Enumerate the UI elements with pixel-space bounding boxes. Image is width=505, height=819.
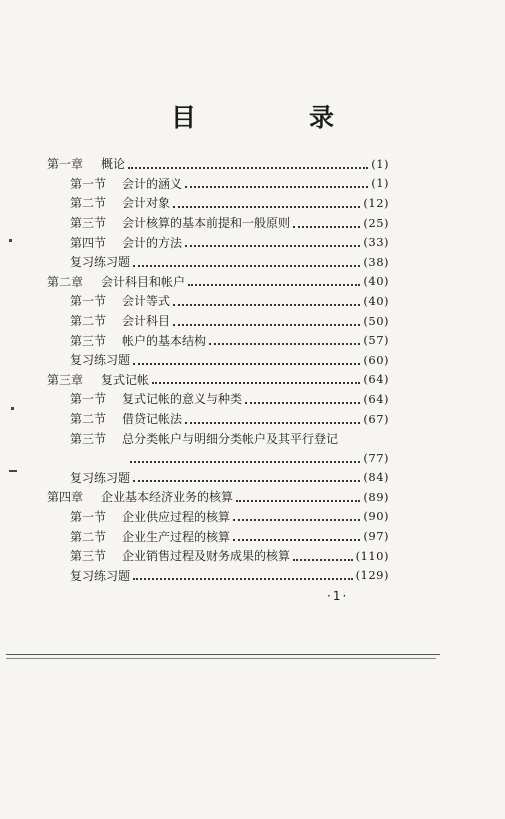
toc-entry-number: 第四节 [70,235,107,250]
toc-entry-number: 第二节 [70,529,107,544]
toc-entry-title: 会计对象 [122,196,171,211]
toc-page-number: (38) [363,254,389,269]
toc-entry-label [47,488,233,505]
toc-section-entry[interactable] [47,507,389,527]
toc-entry-title: 帐户的基本结构 [122,333,207,348]
toc-entry-label [70,351,130,368]
toc-entry-title: 会计的方法 [122,235,183,250]
toc-entry-label [70,508,230,525]
toc-chapter-entry[interactable] [47,272,389,292]
toc-entry-number: 第三节 [70,549,107,564]
toc-chapter-entry[interactable] [47,487,389,507]
toc-leader-dots [128,157,368,169]
toc-entry-label [70,214,290,231]
toc-entry-number: 第二节 [70,412,107,427]
toc-entry-title: 会计等式 [122,294,171,309]
toc-entry-number: 第一节 [70,509,107,524]
toc-entry-title: 会计的涵义 [122,176,183,191]
toc-leader-dots [133,568,353,580]
toc-entry-label [70,175,182,192]
toc-entry-title: 复习练习题 [70,470,131,485]
toc-leader-dots [233,509,360,521]
toc-section-entry[interactable] [47,565,389,585]
toc-section-entry[interactable] [47,389,389,409]
toc-section-entry[interactable] [47,311,389,331]
toc-entry-number: 第一节 [70,176,107,191]
toc-section-entry[interactable] [47,468,389,488]
toc-entry-label [70,528,230,545]
toc-entry-number: 第二节 [70,196,107,211]
toc-page-number: (40) [363,274,389,289]
toc-entry-label [70,390,242,407]
toc-section-entry[interactable] [47,448,389,468]
toc-leader-dots [173,294,360,306]
toc-entry-title: 企业基本经济业务的核算 [101,490,234,505]
toc-page-number: (12) [363,195,389,210]
toc-page-number: (77) [363,450,389,465]
toc-entry-label [47,273,185,290]
toc-entry-title: 总分类帐户与明细分类帐户及其平行登记 [122,431,339,446]
toc-page-number: (84) [363,470,389,485]
toc-section-entry[interactable] [47,428,389,448]
toc-section-entry[interactable] [47,232,389,252]
toc-page-number: (57) [363,333,389,348]
toc-page-number: (89) [363,489,389,504]
toc-entry-label [70,430,338,447]
toc-section-entry[interactable] [47,330,389,350]
toc-entry-label [70,410,182,427]
toc-entry-title: 复习练习题 [70,255,131,270]
toc-leader-dots [130,451,360,463]
toc-entry-label [70,234,182,251]
toc-page-number: (50) [363,313,389,328]
toc-leader-dots [188,274,360,286]
toc-entry-title: 复习练习题 [70,353,131,368]
toc-entry-label [70,332,206,349]
toc-entry-title: 企业供应过程的核算 [122,509,231,524]
toc-leader-dots [185,176,368,188]
toc-leader-dots [133,255,360,267]
toc-leader-dots [173,314,360,326]
toc-section-entry[interactable] [47,252,389,272]
toc-leader-dots [185,412,360,424]
toc-page-number: (1) [371,156,389,171]
toc-page-number: (25) [363,215,389,230]
toc-page-number: (97) [363,529,389,544]
toc-entry-title: 复习练习题 [70,568,131,583]
toc-entry-label [47,371,149,388]
toc-entry-title: 会计科目 [122,314,171,329]
toc-page-number: (110) [355,548,389,563]
toc-leader-dots [233,529,360,541]
toc-entry-label [70,194,170,211]
toc-section-entry[interactable] [47,526,389,546]
toc-entry-number: 第一节 [70,392,107,407]
toc-page-number: (40) [363,293,389,308]
toc-leader-dots [133,470,360,482]
toc-entry-number: 第一节 [70,294,107,309]
toc-entry-number: 第三节 [70,431,107,446]
toc-entry-number: 第一章 [47,157,84,172]
scan-speck [11,407,14,410]
toc-page-number: (67) [363,411,389,426]
toc-entry-number: 第二章 [47,274,84,289]
toc-leader-dots [245,392,360,404]
toc-entry-number: 第二节 [70,314,107,329]
toc-leader-dots [173,196,360,208]
toc-page-number: (64) [363,391,389,406]
toc-page-number: (33) [363,235,389,250]
page-edge-rule [6,654,440,655]
toc-entry-label [70,469,130,486]
toc-entry-number: 第四章 [47,490,84,505]
page-title: 目 录 [170,103,378,132]
toc-entry-label [70,253,130,270]
toc-page-number: (64) [363,372,389,387]
toc-entry-number: 第三节 [70,216,107,231]
toc-leader-dots [133,353,360,365]
toc-entry-title: 企业销售过程及财务成果的核算 [122,549,291,564]
toc-entry-label [70,547,290,564]
scan-speck [9,470,17,472]
toc-entry-number: 第三章 [47,372,84,387]
toc-leader-dots [293,549,353,561]
toc-entry-title: 会计科目和帐户 [101,274,186,289]
toc-page-number: (1) [371,176,389,191]
toc-entry-number: 第三节 [70,333,107,348]
toc-section-entry[interactable] [47,174,389,194]
page-number: ·1· [327,589,349,603]
toc-section-entry[interactable] [47,350,389,370]
toc-section-entry[interactable] [47,409,389,429]
toc-section-entry[interactable] [47,291,389,311]
toc-section-entry[interactable] [47,193,389,213]
toc-page-number: (60) [363,352,389,367]
toc-entry-title: 企业生产过程的核算 [122,529,231,544]
toc-entry-title: 概论 [101,157,126,172]
toc-leader-dots [293,216,360,228]
toc-page-number: (129) [355,568,389,583]
toc-leader-dots [185,235,360,247]
toc-entry-label [70,312,170,329]
toc-entry-label [70,567,130,584]
toc-chapter-entry[interactable] [47,370,389,390]
toc-leader-dots [152,372,360,384]
page-edge-rule-secondary [6,658,436,659]
toc-chapter-entry[interactable] [47,154,389,174]
toc-entry-label [47,155,125,172]
toc-entry-title: 会计核算的基本前提和一般原则 [122,216,291,231]
toc-entry-title: 复式记帐的意义与种类 [122,392,243,407]
toc-entry-title: 借贷记帐法 [122,412,183,427]
toc-section-entry[interactable] [47,546,389,566]
toc-section-entry[interactable] [47,213,389,233]
toc-page-number: (90) [363,509,389,524]
toc-leader-dots [236,490,360,502]
toc-leader-dots [209,333,360,345]
table-of-contents [47,154,389,585]
scan-speck [9,239,12,242]
toc-entry-title: 复式记帐 [101,372,150,387]
toc-entry-label [70,292,170,309]
